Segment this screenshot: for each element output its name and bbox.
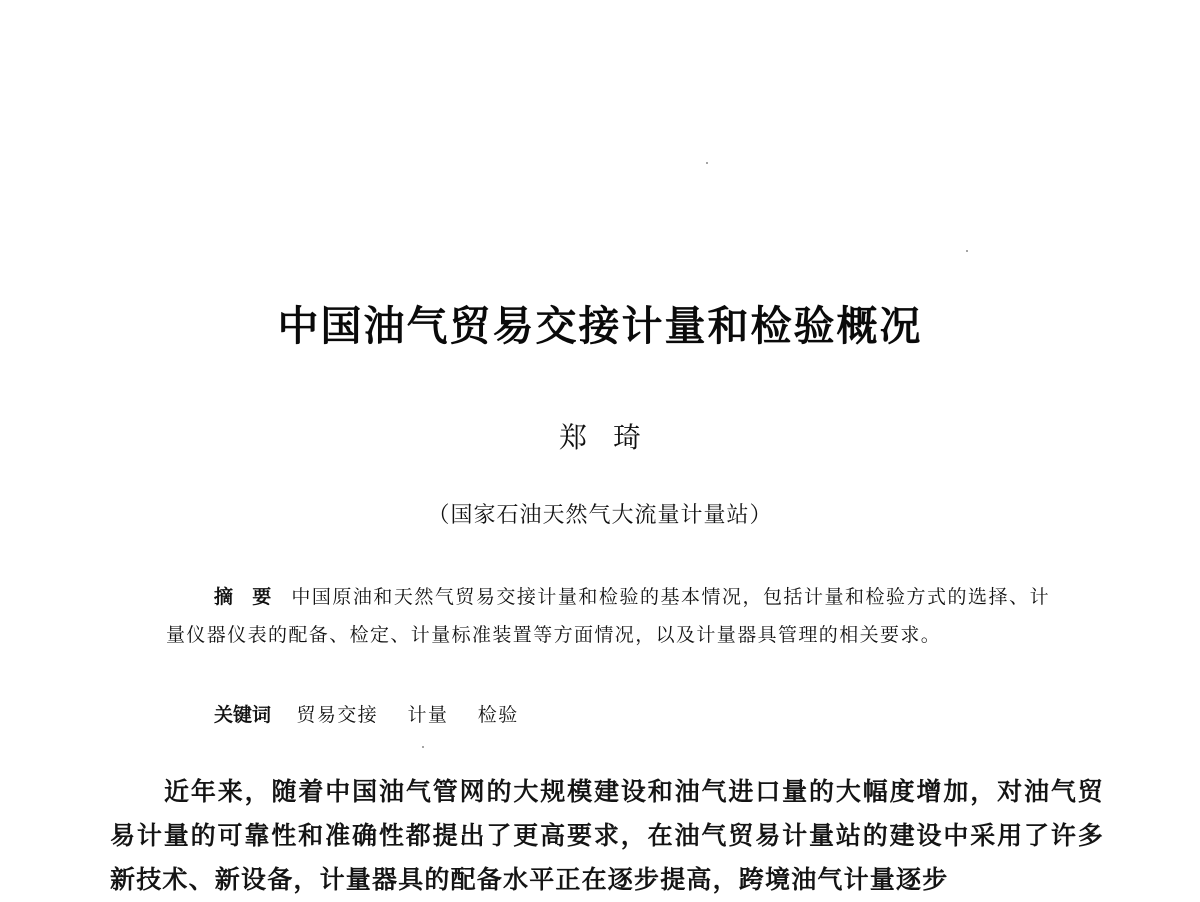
paper-affiliation: （国家石油天然气大流量计量站）: [427, 503, 773, 528]
abstract-label: 摘 要: [214, 586, 272, 608]
paper-title: 中国油气贸易交接计量和检验概况: [277, 302, 923, 350]
scan-speck: [706, 162, 708, 164]
abstract-block: [166, 578, 1050, 654]
body-paragraph: 近年来，随着中国油气管网的大规模建设和油气进口量的大幅度增加，对油气贸易计量的可靠性和准确性都提出了更高要求，在油气贸易计量站的建设中采用了许多新技术、新设备，计量器具的配备水平正在逐步提高，跨境油气计量逐步: [110, 777, 1104, 894]
scan-speck: [966, 250, 968, 252]
scan-speck: [422, 746, 424, 748]
abstract-text: 中国原油和天然气贸易交接计量和检验的基本情况，包括计量和检验方式的选择、计量仪器仪表的配备、检定、计量标准装置等方面情况，以及计量器具管理的相关要求。: [166, 586, 1050, 646]
keyword-item: 贸易交接: [296, 704, 379, 726]
keyword-item: 计量: [407, 704, 449, 726]
keyword-item: 检验: [477, 704, 519, 726]
keywords-block: [214, 696, 541, 734]
paper-author: 郑琦: [558, 421, 667, 454]
keywords-label: 关键词: [214, 704, 272, 726]
